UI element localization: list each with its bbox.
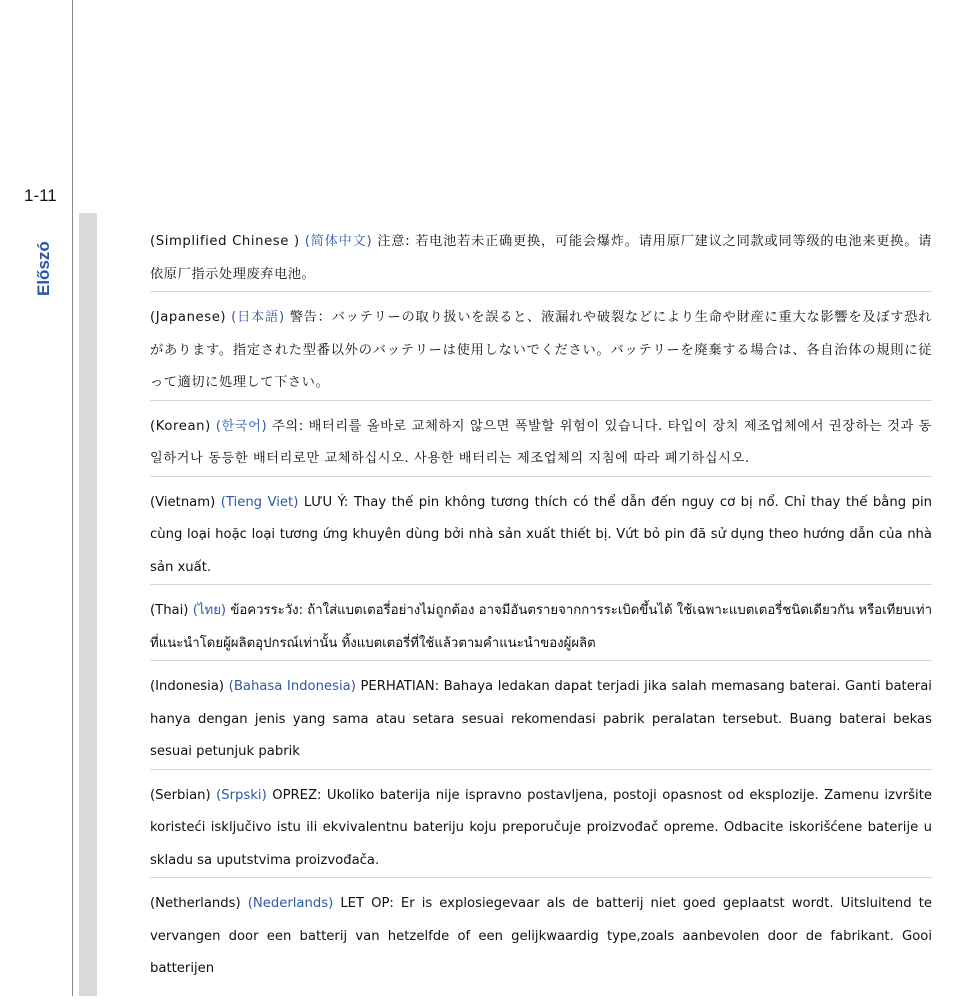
native-language-label: (Nederlands)	[247, 896, 334, 911]
side-band	[79, 213, 97, 996]
native-language-label: (한국어)	[215, 418, 268, 434]
native-language-label: (Tieng Viet)	[220, 494, 299, 510]
section-label: Előszó	[34, 241, 53, 296]
warning-block-korean	[150, 411, 932, 477]
language-label: (Thai)	[150, 603, 189, 618]
language-label: (Simplified Chinese )	[150, 234, 300, 249]
warning-block-japanese	[150, 302, 932, 401]
language-label: (Vietnam)	[150, 494, 216, 510]
warning-text: LƯU Ý: Thay thế pin không tương thích có thể dẫn đến nguy cơ bị nổ. Chỉ thay thế bằng pin cùng loại hoặc loại tương ứng khuyên dùng bởi nhà sản xuất thiết bị. Vứt bỏ pin đã sử dụng theo hướng dẫn của nhà sản xuất.	[150, 494, 932, 575]
language-label: (Netherlands)	[150, 896, 241, 911]
native-language-label: (ไทย)	[192, 603, 227, 618]
warning-text: 주의: 배터리를 올바로 교체하지 않으면 폭발할 위험이 있습니다. 타입이 장치 제조업체에서 권장하는 것과 동일하거나 동등한 배터리로만 교체하십시오. 사용한 배터리는 제조업체의 지침에 따라 폐기하십시오.	[150, 418, 932, 466]
page-number: 1-11	[24, 186, 57, 205]
language-label: (Serbian)	[150, 787, 211, 803]
native-language-label: (日本語)	[231, 310, 285, 325]
language-label: (Indonesia)	[150, 679, 225, 694]
warning-block-vietnam	[150, 487, 932, 586]
warning-text: PERHATIAN: Bahaya ledakan dapat terjadi jika salah memasang baterai. Ganti baterai hanya dengan jenis yang sama atau setara sesuai rekomendasi pabrik peralatan tersebut. Buang baterai bekas sesuai petunjuk pabrik	[150, 679, 932, 759]
warning-list	[150, 226, 932, 996]
warning-block-chinese	[150, 226, 932, 292]
warning-block-netherlands	[150, 888, 932, 986]
native-language-label: (Srpski)	[216, 787, 267, 803]
language-label: (Korean)	[150, 418, 211, 434]
native-language-label: (Bahasa Indonesia)	[228, 679, 356, 694]
warning-block-thai	[150, 595, 932, 661]
warning-block-indonesia	[150, 671, 932, 770]
native-language-label: (简体中文)	[304, 234, 373, 249]
warning-text: 注意: 若电池若未正确更换，可能会爆炸。请用原厂建议之同款或同等级的电池来更换。请依原厂指示处理废弃电池。	[150, 234, 933, 282]
language-label: (Japanese)	[150, 310, 227, 325]
warning-text: ข้อควรระวัง: ถ้าใส่แบตเตอรี่อย่างไม่ถูกต้อง อาจมีอันตรายจากการระเบิดขึ้นได้ ใช้เฉพาะแบตเตอรี่ชนิดเดียวกัน หรือเทียบเท่า ที่แนะนำโดยผู้ผลิตอุปกรณ์เท่านั้น ทิ้งแบตเตอรี่ที่ใช้แล้วตามคำแนะนำของผู้ผลิต	[150, 603, 932, 651]
warning-text: LET OP: Er is explosiegevaar als de batterij niet goed geplaatst wordt. Uitsluitend te vervangen door een batterij van hetzelfde of een gelijkwaardig type,zoals aanbevolen door de fabrikant. Gooi batterijen	[150, 896, 932, 976]
warning-text: OPREZ: Ukoliko baterija nije ispravno postavljena, postoji opasnost od eksplozije. Zamenu izvršite koristeći isključivo istu ili ekvivalentnu bateriju koju preporučuje proizvođač opreme. Odbacite iskorišćene baterije u skladu sa uputstvima proizvođača.	[150, 787, 932, 868]
margin-rule	[72, 0, 73, 996]
warning-text: 警告：バッテリーの取り扱いを誤ると、液漏れや破裂などにより生命や財産に重大な影響を及ぼす恐れがあります。指定された型番以外のバッテリーは使用しないでください。バッテリーを廃棄する場合は、各自治体の規則に従って適切に処理して下さい。	[150, 310, 933, 390]
warning-block-serbian	[150, 780, 932, 879]
